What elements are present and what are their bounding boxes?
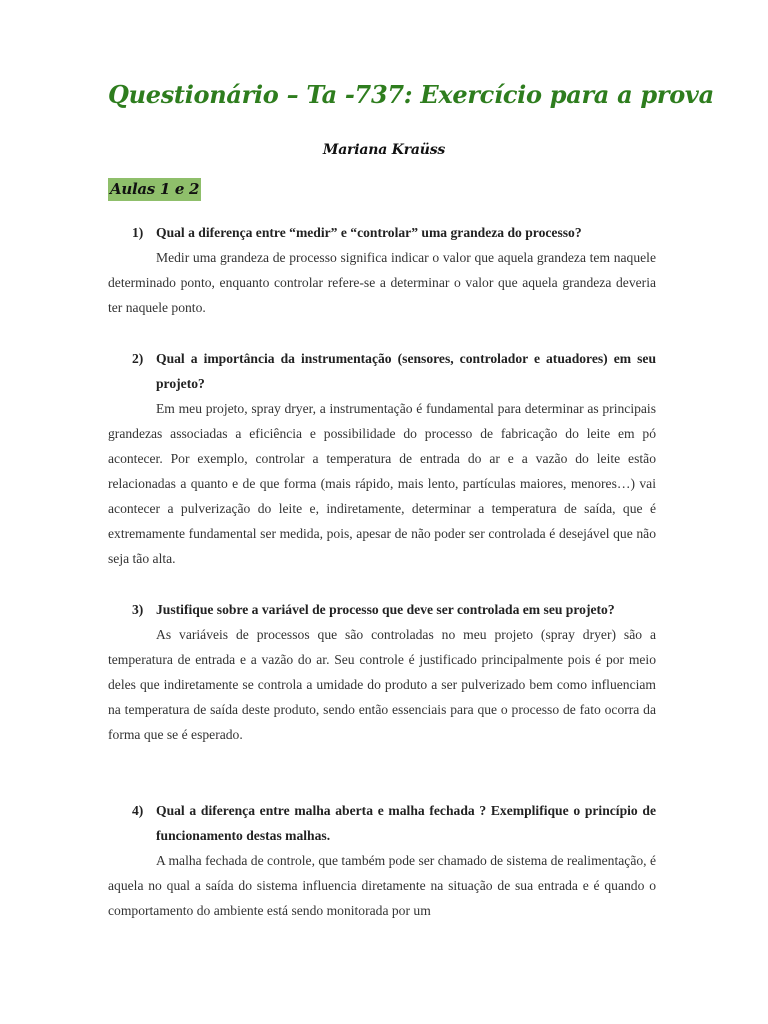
question-text: Qual a diferença entre “medir” e “controlar” uma grandeza do processo? (156, 225, 582, 240)
question-number: 4) (132, 803, 144, 818)
question-block-1 (108, 220, 656, 320)
answer-text: A malha fechada de controle, que também pode ser chamado de sistema de realimentação, é aquela no qual a saída do sistema influencia diretamente na situação de sua entrada e é quando o comportamento do ambiente está sendo monitorada por um (108, 853, 656, 918)
question-text: Qual a importância da instrumentação (sensores, controlador e atuadores) em seu projeto? (156, 351, 656, 391)
answer-text: As variáveis de processos que são controladas no meu projeto (spray dryer) são a temperatura de entrada e a vazão do ar. Seu controle é justificado principalmente pois é por meio deles que indiretamente se controla a umidade do produto a ser pulverizado bem como influenciam na temperatura de saída deste produto, sendo então essenciais para que o processo de fato ocorra da forma que se é esperado. (108, 627, 656, 742)
question-number: 2) (132, 351, 144, 366)
question-block-3 (108, 597, 656, 747)
question-block-4 (108, 798, 656, 923)
question-heading (108, 597, 656, 622)
question-heading (108, 798, 656, 848)
question-text: Qual a diferença entre malha aberta e malha fechada ? Exemplifique o princípio de funcionamento destas malhas. (156, 803, 656, 843)
question-number: 1) (132, 225, 144, 240)
document-author: Mariana Kraüss (322, 142, 446, 158)
answer-text: Em meu projeto, spray dryer, a instrumentação é fundamental para determinar as principais grandezas associadas a eficiência e possibilidade do processo de fabricação do leite em pó acontecer. Por exemplo, controlar a temperatura de entrada do ar e a vazão do leite estão relacionadas a quanto e de que forma (mais rápido, mais lento, partículas maiores, menores…) vai acontecer a pulverização do leite e, indiretamente, determinar a temperatura de saída, que é extremamente fundamental ser medida, pois, apesar de não poder ser controlada é desejável que não seja tão alta. (108, 401, 656, 566)
answer-text: Medir uma grandeza de processo significa indicar o valor que aquela grandeza tem naquele determinado ponto, enquanto controlar refere-se a determinar o valor que aquela grandeza deveria ter naquele ponto. (108, 250, 656, 315)
question-heading (108, 346, 656, 396)
question-text: Justifique sobre a variável de processo que deve ser controlada em seu projeto? (156, 602, 615, 617)
question-number: 3) (132, 602, 144, 617)
question-block-2 (108, 346, 656, 571)
question-heading (108, 220, 656, 245)
document-title: Questionário – Ta -737: Exercício para a prova (108, 80, 714, 109)
section-heading: Aulas 1 e 2 (108, 178, 201, 201)
